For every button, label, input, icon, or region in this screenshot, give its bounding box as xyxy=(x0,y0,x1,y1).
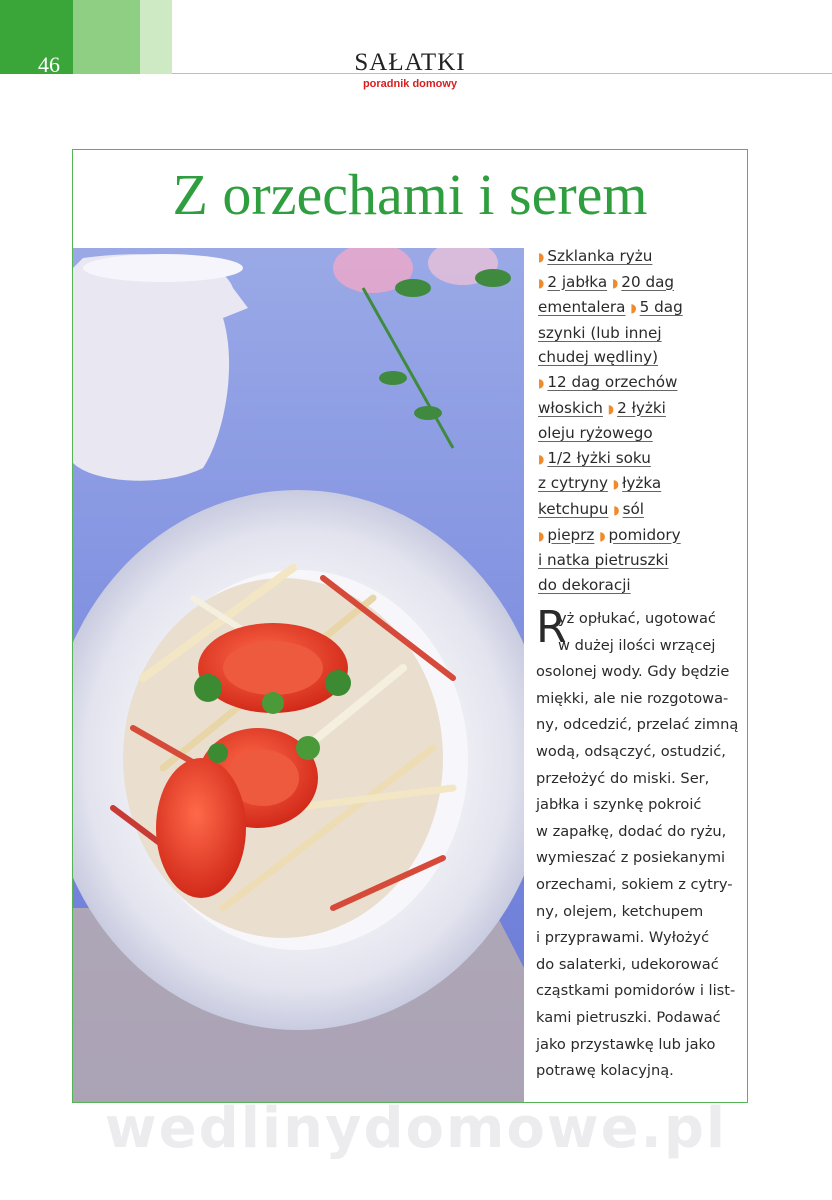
section-title: SAŁATKI xyxy=(354,49,466,76)
salad-photo xyxy=(73,248,524,1102)
bullet-arrow-icon: ◗ xyxy=(599,528,606,543)
ingredient-text: 2 jabłka xyxy=(547,272,608,291)
ingredient-line xyxy=(538,244,738,270)
ingredient-line xyxy=(538,345,738,370)
ingredients-list xyxy=(538,244,738,597)
ingredient-line xyxy=(538,471,738,497)
header-tab-light-green xyxy=(140,0,172,74)
ingredient-line xyxy=(538,421,738,446)
ingredient-text: 1/2 łyżki soku xyxy=(547,448,651,467)
method-line: orzechami, sokiem z cytry- xyxy=(536,875,733,893)
section-subtitle: poradnik domowy xyxy=(362,78,458,90)
ingredient-text: ketchupu xyxy=(538,499,609,518)
bullet-arrow-icon: ◗ xyxy=(538,451,545,466)
ingredient-text: 5 dag xyxy=(639,298,683,317)
bullet-arrow-icon: ◗ xyxy=(607,401,615,416)
ingredient-line xyxy=(538,295,738,321)
salad-plate-photo-icon xyxy=(73,248,524,1102)
bullet-arrow-icon: ◗ xyxy=(613,502,620,517)
ingredient-line xyxy=(538,548,738,573)
method-line: ny, odcedzić, przelać zimną xyxy=(536,716,739,734)
ingredient-line xyxy=(538,321,738,346)
method-line: miękki, ale nie rozgotowa- xyxy=(536,689,729,707)
method-line: kami pietruszki. Podawać xyxy=(536,1008,721,1026)
ingredient-line xyxy=(538,573,738,598)
ingredient-text: 20 dag xyxy=(621,272,675,291)
method-line: potrawę kolacyjną. xyxy=(536,1062,674,1080)
header-tab-dark-green xyxy=(0,0,73,77)
ingredient-line xyxy=(538,497,738,523)
method-line: do salaterki, udekorować xyxy=(536,955,719,973)
ingredient-line xyxy=(538,523,738,549)
method-text xyxy=(536,602,741,1085)
ingredient-text: z cytryny xyxy=(538,474,608,493)
watermark: wedlinydomowe.pl xyxy=(104,1096,728,1161)
ingredient-line xyxy=(538,396,738,422)
header-divider xyxy=(172,73,832,74)
header-tab-mid-green xyxy=(73,0,140,74)
ingredient-text: włoskich xyxy=(538,398,603,417)
method-line: jako przystawkę lub jako xyxy=(536,1035,716,1053)
bullet-arrow-icon: ◗ xyxy=(630,301,637,316)
ingredient-text: pieprz xyxy=(547,525,595,544)
ingredient-line xyxy=(538,270,738,296)
bullet-arrow-icon: ◗ xyxy=(538,375,545,390)
method-line: jabłka i szynkę pokroić xyxy=(536,796,702,814)
bullet-arrow-icon: ◗ xyxy=(538,250,545,264)
ingredient-text: Szklanka ryżu xyxy=(547,247,653,265)
ingredient-text: i natka pietruszki xyxy=(538,551,669,570)
ingredient-text: ementalera xyxy=(538,298,626,317)
method-line: yż opłukać, ugotować xyxy=(558,610,716,627)
ingredient-text: szynki (lub innej xyxy=(538,323,662,342)
method-line: przełożyć do miski. Ser, xyxy=(536,769,710,787)
ingredient-text: oleju ryżowego xyxy=(538,424,653,443)
method-line: osolonej wody. Gdy będzie xyxy=(536,663,730,681)
ingredient-line xyxy=(538,370,738,396)
method-dropcap: R xyxy=(536,602,567,653)
bullet-arrow-icon: ◗ xyxy=(612,477,620,492)
bullet-arrow-icon: ◗ xyxy=(538,528,545,543)
method-line: w zapałkę, dodać do ryżu, xyxy=(536,822,727,840)
method-line: i przyprawami. Wyłożyć xyxy=(536,929,710,947)
ingredient-text: łyżka xyxy=(622,474,662,493)
ingredient-text: pomidory xyxy=(608,525,681,544)
method-line: cząstkami pomidorów i list- xyxy=(536,982,736,1000)
page-number: 46 xyxy=(38,52,60,77)
ingredient-text: do dekoracji xyxy=(538,575,631,594)
method-line: w dużej ilości wrzącej xyxy=(558,636,716,654)
bullet-arrow-icon: ◗ xyxy=(538,275,545,290)
method-line: wymieszać z posiekanymi xyxy=(536,849,726,867)
ingredient-text: chudej wędliny) xyxy=(538,348,659,367)
method-line: ny, olejem, ketchupem xyxy=(536,902,704,920)
ingredient-line xyxy=(538,446,738,472)
recipe-title: Z orzechami i serem xyxy=(172,162,648,227)
method-line: wodą, odsączyć, ostudzić, xyxy=(536,742,726,760)
ingredient-text: 2 łyżki xyxy=(617,398,666,417)
ingredient-text: sól xyxy=(622,499,645,518)
bullet-arrow-icon: ◗ xyxy=(611,275,619,290)
ingredient-text: 12 dag orzechów xyxy=(547,372,678,391)
